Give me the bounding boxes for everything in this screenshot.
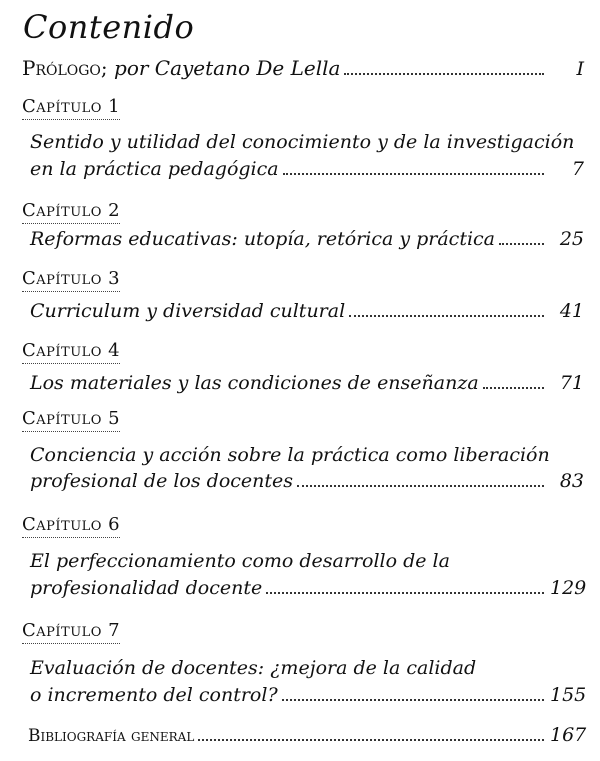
chapter-label: Capítulo 4 — [22, 340, 120, 364]
chapter-title-line[interactable]: Conciencia y acción sobre la práctica como liberación — [30, 444, 550, 466]
chapter-title-line: o incremento del control? — [30, 684, 278, 706]
chapter-title-line: Curriculum y diversidad cultural — [30, 300, 346, 322]
dot-leader — [283, 173, 544, 175]
prologue-author: por Cayetano De Lella — [107, 56, 341, 80]
dot-leader — [266, 592, 544, 594]
dot-leader — [297, 485, 544, 487]
page-number: 167 — [550, 724, 587, 746]
page-number: 25 — [559, 228, 584, 250]
chapter-label: Capítulo 6 — [22, 514, 120, 538]
page-number: 41 — [559, 300, 584, 322]
chapter-label: Capítulo 2 — [22, 200, 120, 224]
toc-entry-chapter-5[interactable] — [0, 470, 600, 492]
page-number: 83 — [559, 470, 584, 492]
dot-leader — [344, 73, 544, 75]
chapter-title-line: Reformas educativas: utopía, retórica y práctica — [30, 228, 496, 250]
toc-entry-chapter-4[interactable] — [0, 372, 600, 394]
chapter-title-line: en la práctica pedagógica — [30, 158, 279, 180]
chapter-title-line[interactable]: Evaluación de docentes: ¿mejora de la calidad — [30, 657, 477, 679]
page-number: 129 — [550, 577, 587, 599]
dot-leader — [483, 387, 544, 389]
page-number: I — [576, 58, 584, 80]
toc-entry-chapter-3[interactable] — [0, 300, 600, 322]
chapter-title-line: Los materiales y las condiciones de enseñanza — [30, 372, 479, 394]
chapter-title-line[interactable]: Sentido y utilidad del conocimiento y de la investigación — [30, 131, 575, 153]
page-number: 155 — [550, 684, 587, 706]
toc-entry-chapter-6[interactable] — [0, 577, 600, 599]
chapter-label: Capítulo 7 — [22, 620, 120, 644]
chapter-title-line: profesionalidad docente — [30, 577, 263, 599]
dot-leader — [499, 243, 544, 245]
chapter-title-line: profesional de los docentes — [30, 470, 294, 492]
toc-entry-bibliography[interactable] — [0, 724, 600, 746]
toc-entry-chapter-2[interactable] — [0, 228, 600, 250]
chapter-label: Capítulo 5 — [22, 408, 120, 432]
dot-leader — [198, 739, 544, 741]
page-number: 71 — [559, 372, 584, 394]
page-title: Contenido — [23, 8, 195, 46]
page-number: 7 — [571, 158, 584, 180]
prologue-label: Prólogo; — [22, 56, 108, 80]
chapter-title-line[interactable]: El perfeccionamiento como desarrollo de la — [30, 550, 450, 572]
dot-leader — [282, 699, 544, 701]
toc-entry-chapter-7[interactable] — [0, 684, 600, 706]
toc-entry-prologue[interactable] — [0, 56, 600, 80]
toc-entry-chapter-1[interactable] — [0, 158, 600, 180]
dot-leader — [349, 315, 544, 317]
bibliography-label: Bibliografía general — [28, 726, 195, 746]
chapter-label: Capítulo 1 — [22, 96, 120, 120]
chapter-label: Capítulo 3 — [22, 268, 120, 292]
